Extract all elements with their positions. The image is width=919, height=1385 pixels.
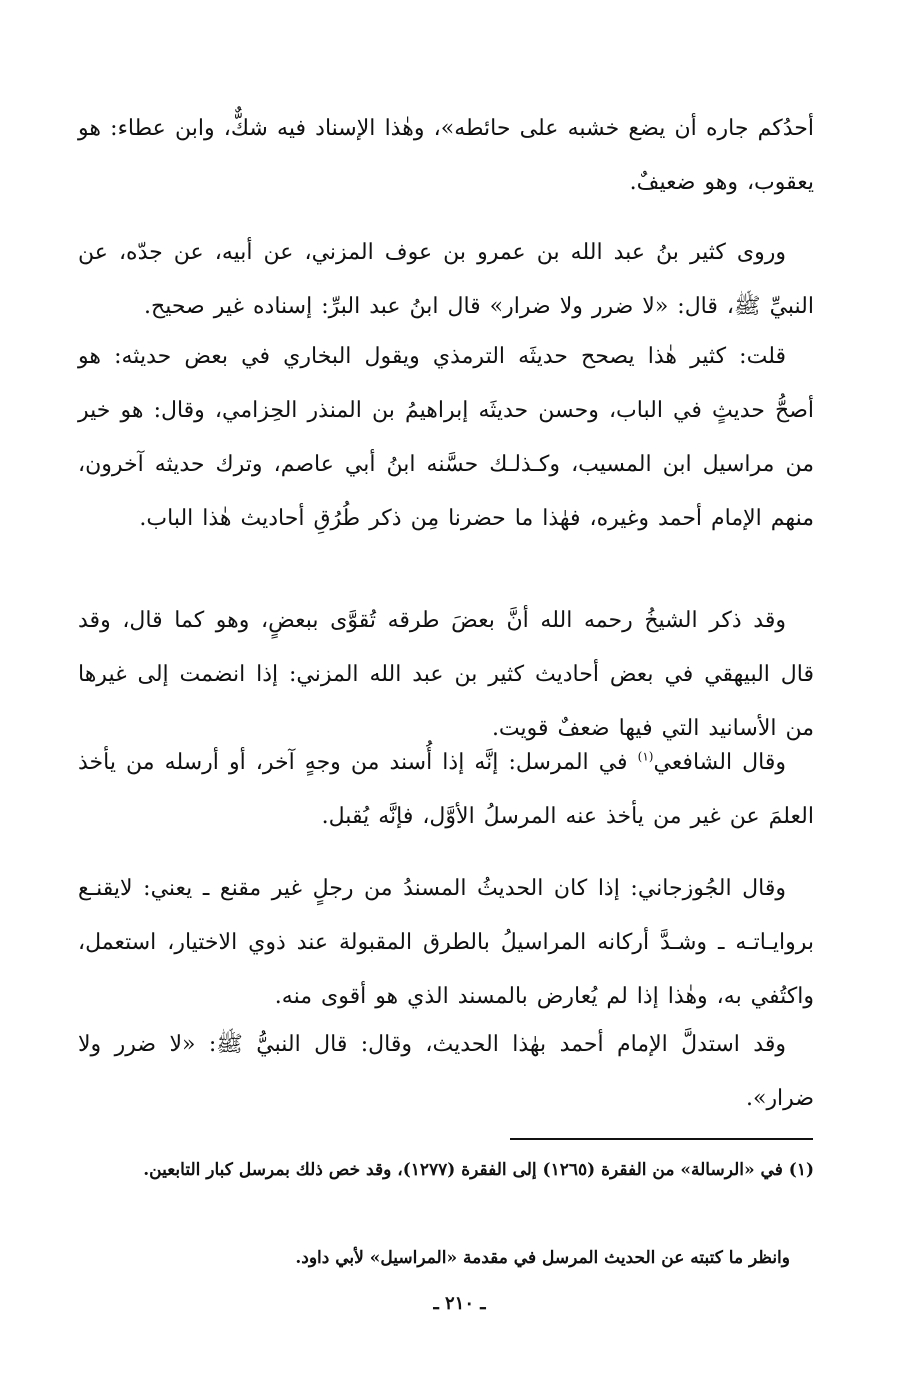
paragraph-text: وقد ذكر الشيخُ رحمه الله أنَّ بعضَ طرقه تُقوَّى ببعضٍ، وهو كما قال، وقد قال البيهقي في بعض أحاديث كثير بن عبد الله المزني: إذا انضمت إلى غيرها من الأسانيد التي فيها ضعفٌ قويت. — [78, 608, 814, 741]
footnote-1: (١) في «الرسالة» من الفقرة (١٢٦٥) إلى الفقرة (١٢٧٧)، وقد خص ذلك بمرسل كبار التابعين. — [143, 1160, 814, 1180]
paragraph-text: قلت: كثير هٰذا يصحح حديثَه الترمذي ويقول البخاري في بعض حديثه: هو أصحُّ حديثٍ في الباب، وحسن حديثَه إبراهيمُ بن المنذر الحِزامي، وقال: هو خير من مراسيل ابن المسيب، وكـذلـك حسَّنه ابنُ أبي عاصم، وترك حديثه آخرون، منهم الإمام أحمد وغيره، فهٰذا ما حضرنا مِن ذكر طُرُقِ أحاديث هٰذا الباب. — [78, 344, 814, 531]
body-paragraph-7 — [78, 1018, 814, 1126]
paragraph-text — [78, 736, 814, 844]
body-paragraph-6 — [78, 862, 814, 1024]
paragraph-text: وقال الجُوزجاني: إذا كان الحديثُ المسندُ من رجلٍ غير مقنع ـ يعني: لايقنـع بروايـاتـه ـ وشـدَّ أركانه المراسيلُ بالطرق المقبولة عند ذوي الاختيار، استعمل، واكتُفي به، وهٰذا إذا لم يُعارض بالمسند الذي هو أقوى منه. — [78, 876, 814, 1009]
paragraph-text-start: وقال الشافعي — [653, 750, 786, 775]
paragraph-text-end: في المرسل: إنَّه إذا أُسند من وجهٍ آخر، أو أرسله من يأخذ العلمَ عن غير من يأخذ عنه المرسلُ الأوَّل، فإنَّه يُقبل. — [78, 750, 814, 829]
paragraph-text: أحدُكم جاره أن يضع خشبه على حائطه»، وهٰذا الإسناد فيه شكٌّ، وابن عطاء: هو يعقوب، وهو ضعيفٌ. — [78, 116, 814, 195]
footnote-2: وانظر ما كتبته عن الحديث المرسل في مقدمة «المراسيل» لأبي داود. — [295, 1248, 790, 1268]
footnote-separator — [510, 1138, 813, 1140]
footnote-marker: (١) — [637, 749, 654, 764]
body-paragraph-5 — [78, 736, 814, 844]
body-paragraph-4 — [78, 594, 814, 756]
paragraph-text: وروى كثير بنُ عبد الله بن عمرو بن عوف المزني، عن أبيه، عن جدّه، عن النبيِّ ﷺ، قال: «لا ضرر ولا ضرار» قال ابنُ عبد البرِّ: إسناده غير صحيح. — [78, 240, 814, 319]
body-paragraph-1 — [78, 102, 814, 210]
body-paragraph-2 — [78, 226, 814, 334]
paragraph-text: وقد استدلَّ الإمام أحمد بهٰذا الحديث، وقال: قال النبيُّ ﷺ: «لا ضرر ولا ضرار». — [78, 1032, 814, 1111]
body-paragraph-3 — [78, 330, 814, 546]
page-number: ـ ٢١٠ ـ — [433, 1293, 486, 1314]
